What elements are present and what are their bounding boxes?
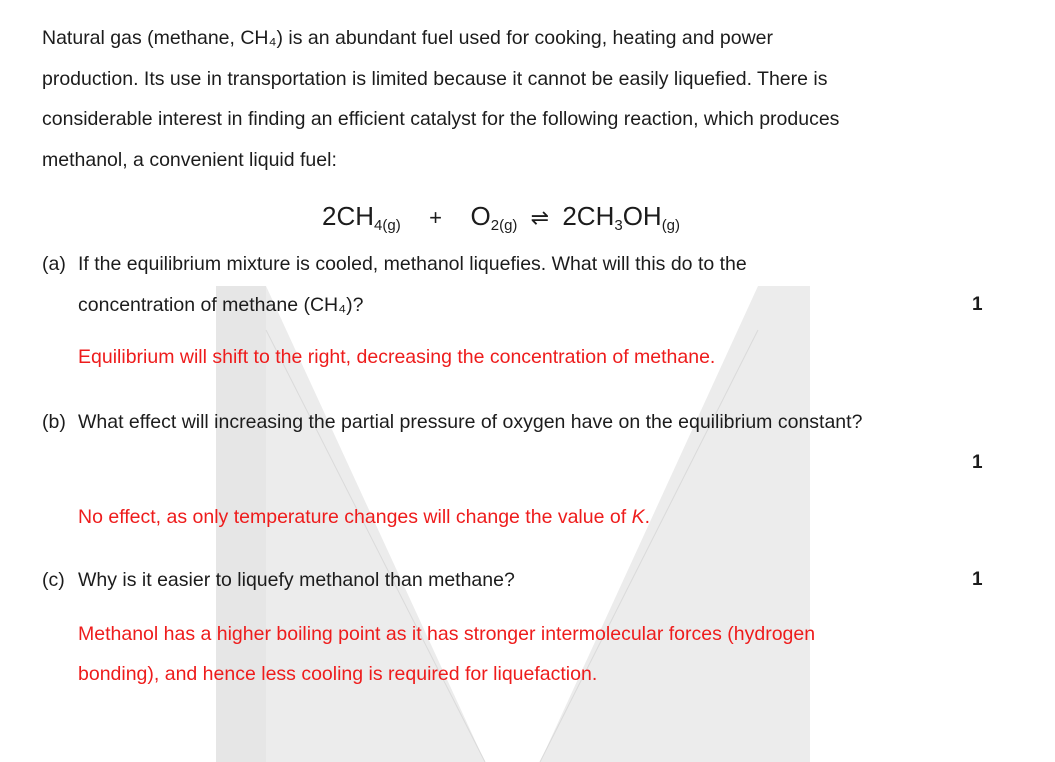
question-b-label: (b) <box>42 411 66 433</box>
question-c-line-1: Why is it easier to liquefy methanol than methane? <box>78 569 515 591</box>
question-a-mark: 1 <box>972 294 983 315</box>
intro-line-2: production. Its use in transportation is limited because it cannot be easily liquefied. There is <box>42 68 828 90</box>
question-a-line-1: If the equilibrium mixture is cooled, methanol liquefies. What will this do to the <box>78 253 747 275</box>
intro-line-3: considerable interest in finding an efficient catalyst for the following reaction, which produces <box>42 108 840 130</box>
answer-a: Equilibrium will shift to the right, decreasing the concentration of methane. <box>78 346 716 368</box>
answer-c-line-1: Methanol has a higher boiling point as it has stronger intermolecular forces (hydrogen <box>78 623 816 645</box>
equation-product: $2CH_3OH_{(g)}$ <box>562 201 681 234</box>
question-c-label: (c) <box>42 569 65 591</box>
equation-reactant-1: $2CH_{4(g)}$ <box>322 201 401 234</box>
answer-c-line-2: bonding), and hence less cooling is required for liquefaction. <box>78 663 598 685</box>
equation-plus: + <box>429 205 443 230</box>
chemical-equation <box>322 200 680 234</box>
intro-line-4: methanol, a convenient liquid fuel: <box>42 149 337 171</box>
equation-reactant-2: $O_{2(g)}$ <box>470 201 518 234</box>
intro-line-1: Natural gas (methane, CH₄) is an abundant fuel used for cooking, heating and power <box>42 27 773 49</box>
question-a-line-2: concentration of methane (CH₄)? <box>78 294 364 316</box>
question-b-line-1: What effect will increasing the partial pressure of oxygen have on the equilibrium constant? <box>78 411 863 433</box>
answer-b: No effect, as only temperature changes will change the value of K. <box>78 506 650 528</box>
question-b-mark: 1 <box>972 452 983 473</box>
equilibrium-arrow-icon: ⇌ <box>530 205 550 230</box>
question-a-label: (a) <box>42 253 66 275</box>
question-c-mark: 1 <box>972 569 983 590</box>
